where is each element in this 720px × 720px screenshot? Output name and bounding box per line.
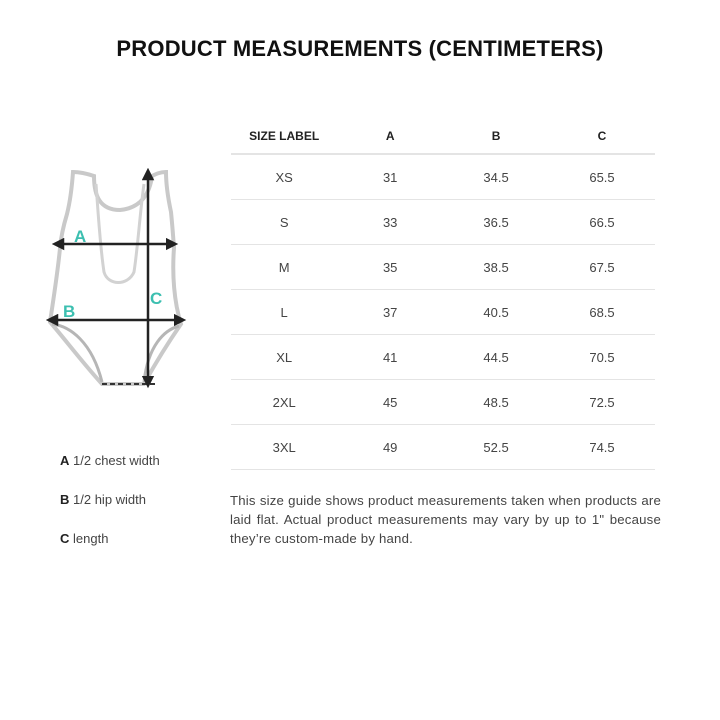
cell-size: 2XL	[231, 380, 337, 425]
cell-b: 44.5	[443, 335, 549, 380]
cell-b: 52.5	[443, 425, 549, 470]
legend-text: 1/2 chest width	[73, 453, 160, 468]
legend-item	[60, 531, 160, 570]
header-a: A	[337, 118, 443, 154]
cell-size: XL	[231, 335, 337, 380]
page-title: PRODUCT MEASUREMENTS (CENTIMETERS)	[116, 36, 604, 61]
cell-b: 36.5	[443, 200, 549, 245]
legend-item	[60, 492, 160, 531]
legend-key: C	[60, 531, 70, 546]
size-guide-note: This size guide shows product measurements taken when products are laid flat. Actual product measurements may vary by up to 1" because they’re custom-made by hand.	[230, 493, 661, 546]
label-b: B	[63, 302, 76, 321]
cell-size: S	[231, 200, 337, 245]
cell-size: 3XL	[231, 425, 337, 470]
cell-size: XS	[231, 154, 337, 200]
swimsuit-diagram	[40, 162, 200, 394]
swimsuit-outline	[50, 172, 181, 384]
legend-text: length	[73, 531, 109, 546]
cell-a: 33	[337, 200, 443, 245]
cell-c: 72.5	[549, 380, 655, 425]
cell-size: M	[231, 245, 337, 290]
table-row	[231, 335, 655, 380]
table-row	[231, 200, 655, 245]
cell-c: 74.5	[549, 425, 655, 470]
cell-a: 41	[337, 335, 443, 380]
cell-b: 40.5	[443, 290, 549, 335]
table-row	[231, 425, 655, 470]
table-row	[231, 245, 655, 290]
legend-key: B	[60, 492, 70, 507]
table-row	[231, 380, 655, 425]
table-row	[231, 154, 655, 200]
header-b: B	[443, 118, 549, 154]
cell-b: 38.5	[443, 245, 549, 290]
cell-c: 67.5	[549, 245, 655, 290]
cell-b: 34.5	[443, 154, 549, 200]
legend-item	[60, 453, 160, 492]
size-table	[231, 118, 655, 470]
legend-text: 1/2 hip width	[73, 492, 147, 507]
cell-a: 31	[337, 154, 443, 200]
cell-c: 65.5	[549, 154, 655, 200]
cell-c: 68.5	[549, 290, 655, 335]
measurement-legend	[60, 453, 160, 570]
cell-c: 70.5	[549, 335, 655, 380]
table-header-row	[231, 118, 655, 154]
cell-b: 48.5	[443, 380, 549, 425]
header-c: C	[549, 118, 655, 154]
cell-a: 45	[337, 380, 443, 425]
label-a: A	[74, 227, 87, 246]
cell-c: 66.5	[549, 200, 655, 245]
header-size-label: SIZE LABEL	[231, 118, 337, 154]
table-row	[231, 290, 655, 335]
cell-size: L	[231, 290, 337, 335]
cell-a: 37	[337, 290, 443, 335]
cell-a: 35	[337, 245, 443, 290]
legend-key: A	[60, 453, 70, 468]
cell-a: 49	[337, 425, 443, 470]
label-c: C	[150, 289, 163, 308]
